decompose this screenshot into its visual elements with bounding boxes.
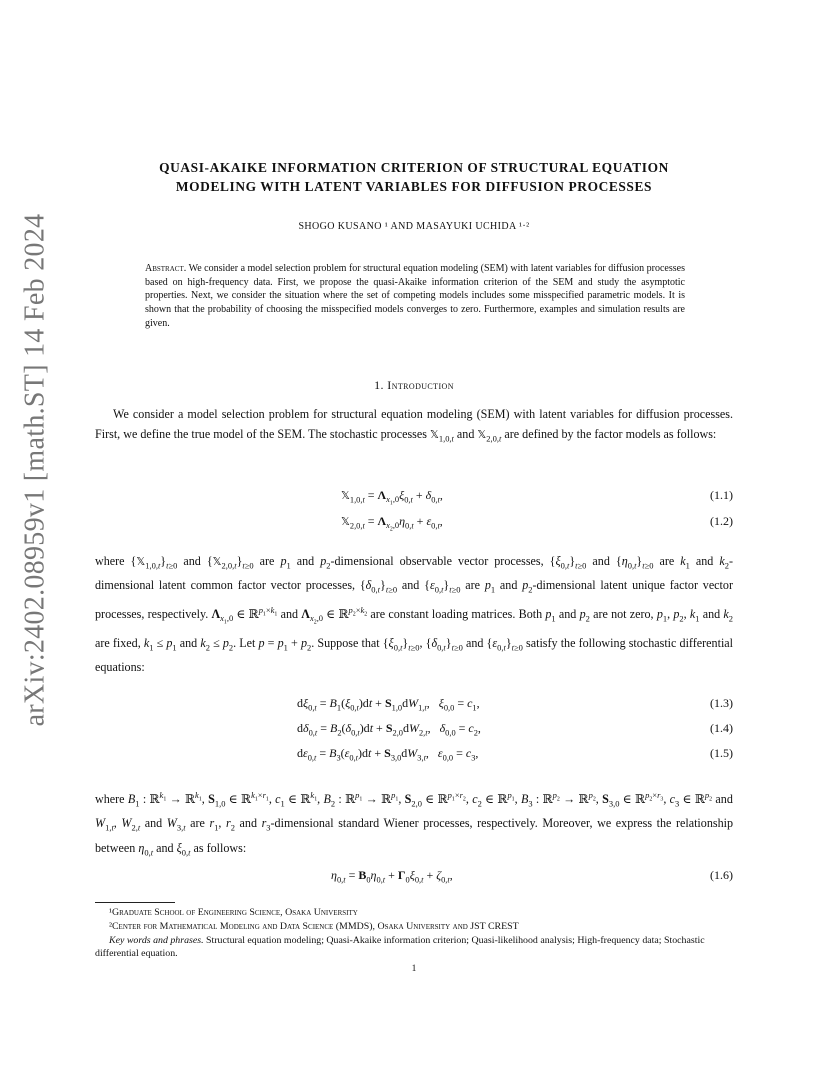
equation-1-5: $d\varepsilon_{0,t} = B_3(\varepsilon_{0,t})dt + S_{3,0}dW_{3,t}$, $\varepsilon_{0,0} = c_3$, (1.5) [297,746,733,763]
footnote-rule [95,902,175,903]
equation-1-1: 𝕏$_{1,0,t}$ = $\Lambda_{x_1,0}\xi_{0,t} + \delta_{0,t}$, (1.1) [341,488,733,508]
abstract-body: We consider a model selection problem for structural equation modeling (SEM) with latent variables for diffusion processes based on high-frequency data. First, we propose the quasi-Akaike information criterion of the SEM and study the asymptotic properties. Next, we consider the situation where the set of competing models includes some misspecified parametric models. It is shown that the probability of choosing the misspecified models converges to zero. Furthermore, examples and simulation results are given. [145,263,685,329]
equation-number: (1.6) [710,868,733,882]
keywords-text: Structural equation modeling; Quasi-Akaike information criterion; Quasi-likelihood analysis; High-frequency data; Stochastic differential equation. [95,934,705,960]
abstract [145,262,685,331]
keywords-label: Key words and phrases. [109,934,204,946]
keywords [95,934,733,962]
arxiv-identifier: arXiv:2402.08959v1 [math.ST] 14 Feb 2024 [19,213,50,727]
equation-1-4: $d\delta_{0,t} = B_2(\delta_{0,t})dt + S_{2,0}dW_{2,t}$, $\delta_{0,0} = c_2$, (1.4) [297,721,733,738]
equation-number: (1.2) [710,514,733,528]
intro-paragraph-2: where $\{𝕏_{1,0,t}\}_{t\ge 0}$ and $\{𝕏_{2,0,t}\}_{t\ge 0}$ are $p_1$ and $p_2$-dimensional observable vector processes, $\{\xi_{0,t}\}_{t\ge 0}$ and $\{\eta_{0,t}\}_{t\ge 0}$ are $k_1$ and $k_2$-dimensional latent common factor vector processes, $\{\delta_{0,t}\}_{t\ge 0}$ and $\{\varepsilon_{0,t}\}_{t\ge 0}$ are $p_1$ and $p_2$-dimensional latent unique factor vector processes, respectively. $\Lambda_{x_1,0}$ ∈ ℝ$^{p_1\times k_1}$ and $\Lambda_{x_2,0}$ ∈ ℝ$^{p_2\times k_2}$ are constant loading matrices. Both $p_1$ and $p_2$ are not zero, $p_1$, $p_2$, $k_1$ and $k_2$ are fixed, $k_1 \le p_1$ and $k_2 \le p_2$. Let $p = p_1 + p_2$. Suppose that $\{\xi_{0,t}\}_{t\ge 0}$, $\{\delta_{0,t}\}_{t\ge 0}$ and $\{\varepsilon_{0,t}\}_{t\ge 0}$ satisfy the following stochastic differential equations: [95,554,734,675]
section-heading: 1. Introduction [374,378,454,392]
equation-number: (1.5) [710,746,733,760]
page-number: 1 [411,964,417,974]
equation-number: (1.1) [710,488,733,502]
abstract-label: Abstract. [145,263,187,274]
paper-title: QUASI-AKAIKE INFORMATION CRITERION OF STRUCTURAL EQUATION MODELING WITH LATENT VARIABLES FOR DIFFUSION PROCESSES [159,160,669,194]
intro-paragraph-3: where $B_1$ : ℝ$^{k_1}$ → ℝ$^{k_1}$, $S_{1,0}$ ∈ ℝ$^{k_1\times r_1}$, $c_1$ ∈ ℝ$^{k_1}$, $B_2$ : ℝ$^{p_1}$ → ℝ$^{p_1}$, $S_{2,0}$ ∈ ℝ$^{p_1\times r_2}$, $c_2$ ∈ ℝ$^{p_1}$, $B_3$ : ℝ$^{p_2}$ → ℝ$^{p_2}$, $S_{3,0}$ ∈ ℝ$^{p_2\times r_3}$, $c_3$ ∈ ℝ$^{p_2}$ and $W_{1,t}$, $W_{2,t}$ and $W_{3,t}$ are $r_1$, $r_2$ and $r_3$-dimensional standard Wiener processes, respectively. Moreover, we express the relationship between $\eta_{0,t}$ and $\xi_{0,t}$ as follows: [95,790,734,858]
footnotes [95,906,733,961]
equation-1-2: 𝕏$_{2,0,t}$ = $\Lambda_{x_2,0}\eta_{0,t} + \varepsilon_{0,t}$, (1.2) [341,514,733,534]
footnote-affiliation-2: ²Center for Mathematical Modeling and Data Science (MMDS), Osaka University and JST CREST [109,920,519,932]
equation-1-6: $\eta_{0,t} = B_0\eta_{0,t} + \Gamma_0\xi_{0,t} + \zeta_{0,t}$, (1.6) [331,868,733,885]
intro-paragraph-1: We consider a model selection problem for structural equation modeling (SEM) with latent variables for diffusion processes. First, we define the true model of the SEM. The stochastic processes 𝕏$_{1,0,t}$ and 𝕏$_{2,0,t}$ are defined by the factor models as follows: [95,407,733,444]
authors: SHOGO KUSANO ¹ AND MASAYUKI UCHIDA ¹·² [298,221,530,232]
equation-number: (1.3) [710,696,733,710]
equation-number: (1.4) [710,721,733,735]
footnote-affiliation-1: ¹Graduate School of Engineering Science, Osaka University [109,907,358,918]
equation-1-3: $d\xi_{0,t} = B_1(\xi_{0,t})dt + S_{1,0}dW_{1,t}$, $\xi_{0,0} = c_1$, (1.3) [297,696,733,713]
